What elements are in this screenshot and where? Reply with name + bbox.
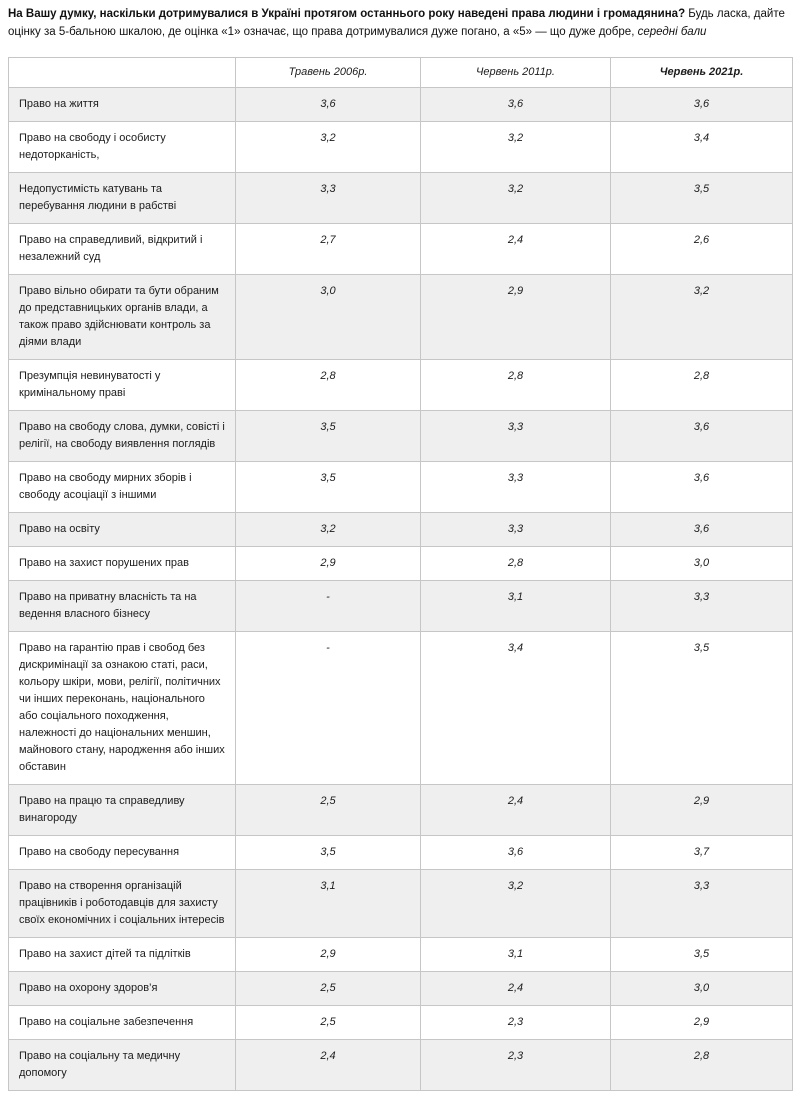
right-label-cell: Право на соціальну та медичну допомогу [9,1039,236,1090]
score-cell: 2,6 [611,223,793,274]
score-cell: 2,4 [236,1039,421,1090]
score-cell: 3,2 [421,869,611,937]
table-row [9,631,793,784]
right-label-cell: Право на справедливий, відкритий і незалежний суд [9,223,236,274]
score-cell: 2,3 [421,1039,611,1090]
score-cell: 2,9 [421,274,611,359]
table-row [9,121,793,172]
table-header-row [9,57,793,87]
score-cell: - [236,580,421,631]
right-label-cell: Право на захист дітей та підлітків [9,937,236,971]
question-title [8,6,792,42]
score-cell: 3,7 [611,835,793,869]
score-cell: 2,9 [236,937,421,971]
table-row [9,971,793,1005]
score-cell: 2,9 [236,546,421,580]
right-label-cell: Право на свободу слова, думки, совісті і релігії, на свободу виявлення поглядів [9,410,236,461]
score-cell: 3,5 [236,461,421,512]
score-cell: 3,2 [421,172,611,223]
score-cell: 2,4 [421,223,611,274]
right-label-cell: Право на створення організацій працівників і роботодавців для захисту своїх економічних і соціальних інтересів [9,869,236,937]
score-cell: 3,2 [236,121,421,172]
table-row [9,512,793,546]
score-cell: 3,5 [611,937,793,971]
right-label-cell: Право на життя [9,87,236,121]
table-body [9,87,793,1090]
right-label-cell: Презумпція невинуватості у кримінальному праві [9,359,236,410]
score-cell: 3,1 [421,937,611,971]
score-cell: 2,3 [421,1005,611,1039]
right-label-cell: Право вільно обирати та бути обраним до представницьких органів влади, а також право здійснювати контроль за діями влади [9,274,236,359]
header-may-2006: Травень 2006р. [236,57,421,87]
table-row [9,546,793,580]
table-row [9,223,793,274]
question-regular-part: Будь ласка, дайте оцінку за 5-бальною шкалою, де оцінка «1» означає, що права дотримувалися дуже погано, а «5» — що дуже добре, [8,8,785,38]
right-label-cell: Право на захист порушених прав [9,546,236,580]
score-cell: 2,8 [421,546,611,580]
score-cell: 3,6 [611,410,793,461]
score-cell: 3,5 [611,631,793,784]
score-cell: - [236,631,421,784]
score-cell: 3,6 [421,87,611,121]
score-cell: 3,3 [236,172,421,223]
table-row [9,274,793,359]
right-label-cell: Право на охорону здоров’я [9,971,236,1005]
table-row [9,461,793,512]
right-label-cell: Право на приватну власність та на ведення власного бізнесу [9,580,236,631]
score-cell: 3,0 [236,274,421,359]
score-cell: 3,6 [611,87,793,121]
score-cell: 3,0 [611,971,793,1005]
table-row [9,580,793,631]
score-cell: 2,4 [421,971,611,1005]
table-row [9,172,793,223]
score-cell: 3,2 [236,512,421,546]
table-row [9,937,793,971]
score-cell: 2,7 [236,223,421,274]
score-cell: 3,2 [611,274,793,359]
right-label-cell: Право на свободу пересування [9,835,236,869]
score-cell: 3,5 [236,835,421,869]
right-label-cell: Право на працю та справедливу винагороду [9,784,236,835]
score-cell: 3,6 [421,835,611,869]
score-cell: 3,4 [611,121,793,172]
table-row [9,869,793,937]
score-cell: 2,8 [421,359,611,410]
score-cell: 3,5 [236,410,421,461]
right-label-cell: Право на соціальне забезпечення [9,1005,236,1039]
score-cell: 2,5 [236,971,421,1005]
score-cell: 3,1 [236,869,421,937]
table-row [9,359,793,410]
score-cell: 2,9 [611,784,793,835]
score-cell: 3,3 [611,869,793,937]
score-cell: 2,9 [611,1005,793,1039]
header-empty-cell [9,57,236,87]
score-cell: 3,5 [611,172,793,223]
right-label-cell: Право на свободу і особисту недоторканість, [9,121,236,172]
score-cell: 2,8 [611,1039,793,1090]
header-june-2011: Червень 2011р. [421,57,611,87]
table-row [9,410,793,461]
score-cell: 3,6 [236,87,421,121]
table-row [9,1039,793,1090]
score-cell: 3,3 [421,461,611,512]
question-bold-part: На Вашу думку, наскільки дотримувалися в Україні протягом останнього року наведені права людини і громадянина? [8,8,686,20]
question-italic-note: середні бали [637,25,707,38]
ratings-table [8,57,793,1091]
score-cell: 3,2 [421,121,611,172]
score-cell: 3,0 [611,546,793,580]
score-cell: 2,8 [611,359,793,410]
score-cell: 2,5 [236,1005,421,1039]
score-cell: 3,3 [611,580,793,631]
score-cell: 2,5 [236,784,421,835]
table-row [9,1005,793,1039]
score-cell: 3,6 [611,512,793,546]
table-row [9,835,793,869]
score-cell: 3,6 [611,461,793,512]
table-row [9,784,793,835]
score-cell: 2,8 [236,359,421,410]
score-cell: 2,4 [421,784,611,835]
right-label-cell: Право на свободу мирних зборів і свободу асоціації з іншими [9,461,236,512]
right-label-cell: Недопустимість катувань та перебування людини в рабстві [9,172,236,223]
score-cell: 3,3 [421,512,611,546]
score-cell: 3,3 [421,410,611,461]
header-june-2021: Червень 2021р. [611,57,793,87]
score-cell: 3,4 [421,631,611,784]
right-label-cell: Право на освіту [9,512,236,546]
right-label-cell: Право на гарантію прав і свобод без дискримінації за ознакою статі, раси, кольору шкіри, мови, релігії, політичних чи інших переконань, національного або соціального походження, належності до національних меншин, майнового стану, народження або інших обставин [9,631,236,784]
score-cell: 3,1 [421,580,611,631]
table-row [9,87,793,121]
